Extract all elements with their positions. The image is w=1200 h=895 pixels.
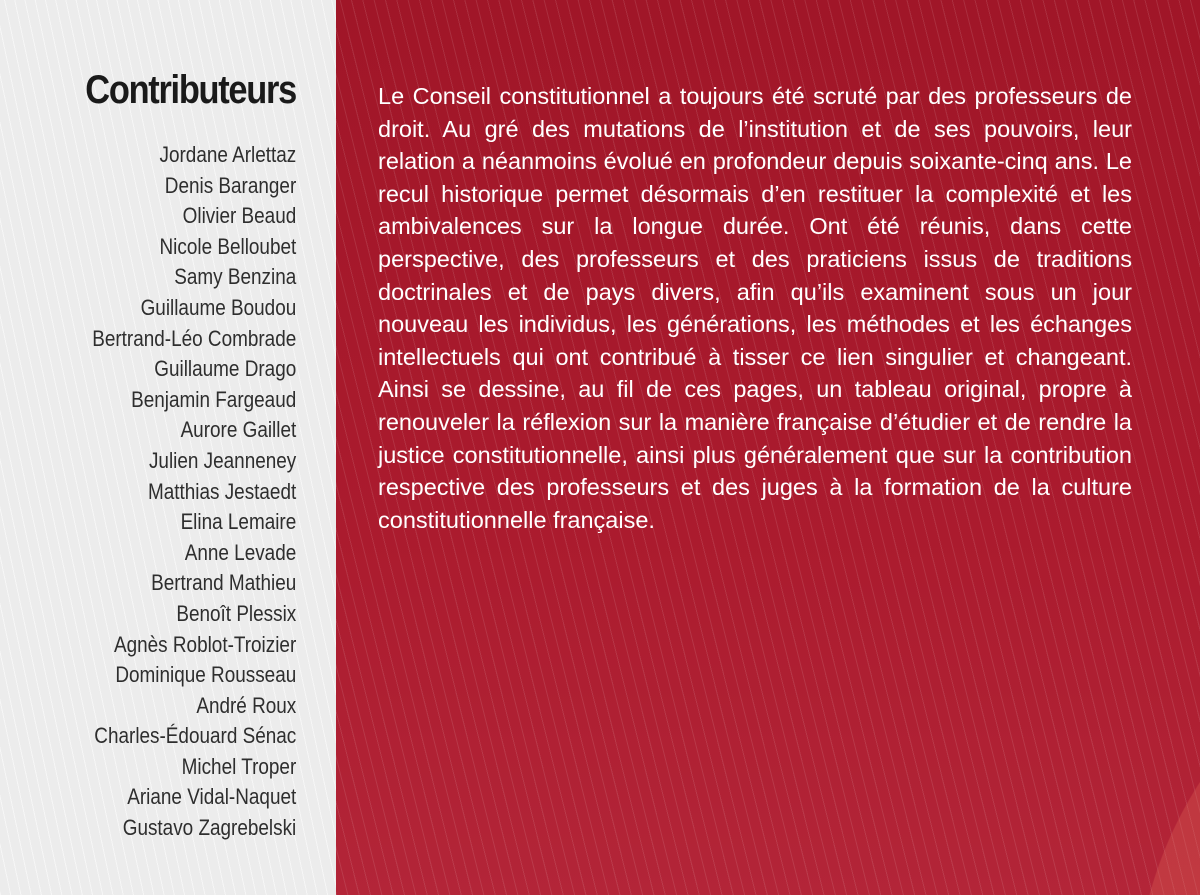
contributor-name: Gustavo Zagrebelski — [122, 815, 296, 841]
contributor-name: Benjamin Fargeaud — [130, 386, 296, 412]
contributor-name: Guillaume Drago — [154, 356, 296, 382]
contributor-name: Elina Lemaire — [180, 509, 296, 535]
contributor-name: Matthias Jestaedt — [147, 478, 296, 504]
contributor-name: Jordane Arlettaz — [159, 142, 296, 167]
contributor-name: Guillaume Boudou — [140, 294, 296, 320]
contributor-name: Dominique Rousseau — [115, 662, 296, 688]
contributor-name: Nicole Belloubet — [159, 233, 296, 259]
contributor-name: Bertrand Mathieu — [150, 570, 296, 596]
contributors-title: Contributeurs — [85, 68, 296, 112]
contributor-name: Julien Jeanneney — [148, 447, 296, 473]
contributor-name: Benoît Plessix — [176, 600, 296, 626]
contributors-list — [59, 140, 296, 844]
contributors-panel — [0, 0, 336, 895]
contributor-name: Charles-Édouard Sénac — [94, 723, 296, 749]
contributor-name: Michel Troper — [181, 753, 296, 779]
contributor-name: Agnès Roblot-Troizier — [113, 631, 296, 657]
contributor-name: André Roux — [196, 692, 296, 718]
summary-text: Le Conseil constitutionnel a toujours été scruté par des professeurs de droit. Au gré des mutations de l’institution et de ses pouvoirs, leur relation a néanmoins évolué en profondeur depuis soixante-cinq ans. Le recul historique permet désormais d’en restituer la complexité et les ambivalences sur la longue durée. Ont été réunis, dans cette perspective, des professeurs et des praticiens issus de traditions doctrinales et de pays divers, afin qu’ils examinent sous un jour nouveau les individus, les générations, les méthodes et les échanges intellectuels qui ont contribué à tisser ce lien singulier et changeant. Ainsi se dessine, au fil de ces pages, un tableau original, propre à renouveler la réflexion sur la manière française d’étudier et de rendre la justice constitutionnelle, ainsi plus généralement que sur la contribution respective des professeurs et des juges à la formation de la culture constitutionnelle française. — [378, 83, 1132, 533]
contributor-name: Samy Benzina — [174, 264, 296, 290]
contributor-name: Anne Levade — [184, 539, 296, 565]
contributor-name: Olivier Beaud — [182, 203, 296, 229]
contributor-name: Aurore Gaillet — [180, 417, 296, 443]
contributor-name: Denis Baranger — [164, 172, 296, 198]
contributor-name: Ariane Vidal-Naquet — [127, 784, 296, 810]
summary-panel — [336, 0, 1200, 895]
contributor-name: Bertrand-Léo Combrade — [91, 325, 296, 351]
